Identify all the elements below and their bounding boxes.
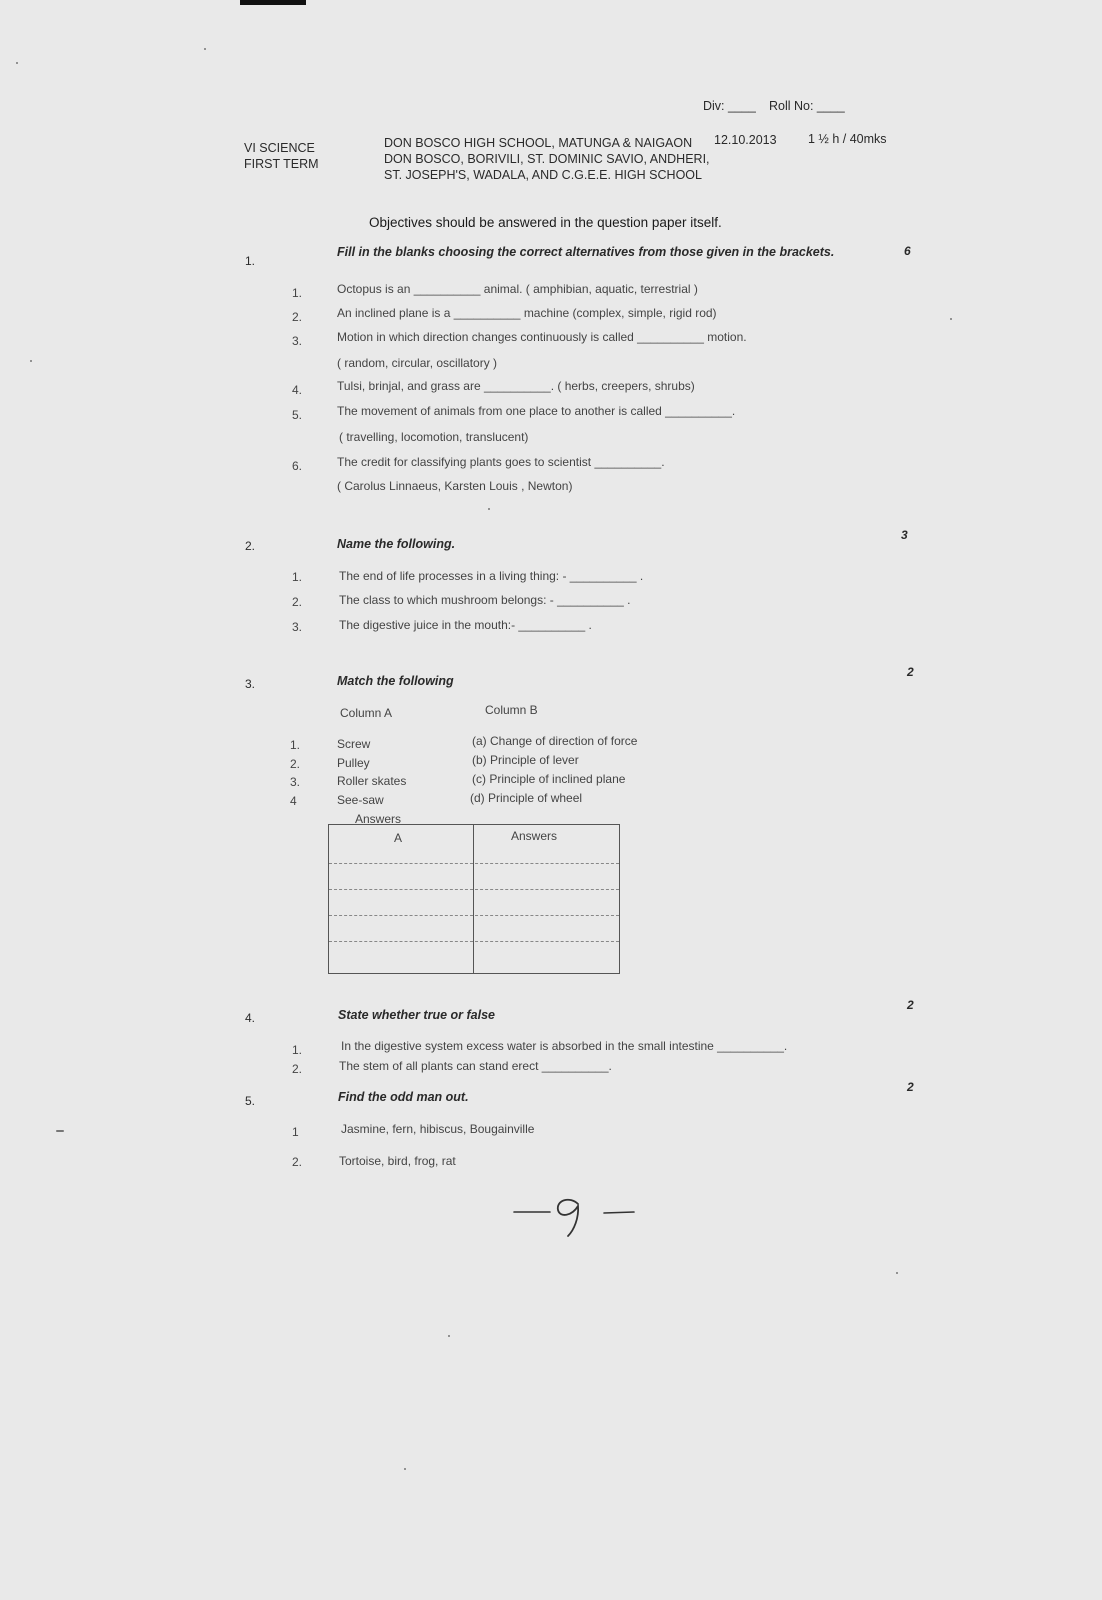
q1-item-text: Motion in which direction changes continuously is called __________ motion. [337, 330, 747, 344]
table-header-answers: Answers [511, 829, 558, 843]
scan-speck [896, 1272, 898, 1274]
q1-item-number: 3. [292, 334, 303, 348]
scan-speck [30, 360, 32, 362]
q1-marks: 6 [904, 244, 911, 258]
q4-item-text: In the digestive system excess water is absorbed in the small intestine __________. [341, 1039, 788, 1053]
q1-item-text: An inclined plane is a __________ machine (complex, simple, rigid rod) [337, 306, 717, 320]
q1-title: Fill in the blanks choosing the correct alternatives from those given in the brackets. [337, 245, 835, 259]
q1-item-number: 2. [292, 310, 303, 324]
q2-item-number: 2. [292, 595, 303, 609]
q2-title: Name the following. [337, 537, 456, 551]
roll-number-field: Roll No: ____ [769, 99, 845, 113]
q2-item-number: 3. [292, 620, 303, 634]
q1-number: 1. [245, 254, 256, 268]
scan-artifact [240, 0, 306, 5]
q4-title: State whether true or false [338, 1008, 495, 1022]
q5-number: 5. [245, 1094, 256, 1108]
q4-marks: 2 [907, 998, 914, 1012]
q1-item-number: 6. [292, 459, 303, 473]
instruction-text: Objectives should be answered in the question paper itself. [369, 215, 722, 230]
q5-item-text: Jasmine, fern, hibiscus, Bougainville [341, 1122, 535, 1136]
scan-speck [404, 1468, 406, 1470]
q5-item-number: 2. [292, 1155, 303, 1169]
column-b-item: (d) Principle of wheel [470, 791, 583, 805]
q3-item-number: 3. [290, 775, 301, 789]
q4-number: 4. [245, 1011, 256, 1025]
q5-item-number: 1 [292, 1125, 299, 1139]
column-b-label: Column B [485, 703, 538, 717]
q1-item-text: The credit for classifying plants goes to scientist __________. [337, 455, 665, 469]
exam-term: FIRST TERM [244, 157, 319, 171]
q1-item-text: Octopus is an __________ animal. ( amphibian, aquatic, terrestrial ) [337, 282, 698, 296]
exam-duration: 1 ½ h / 40mks [808, 132, 887, 146]
column-b-item: (a) Change of direction of force [472, 734, 638, 748]
column-b-item: (c) Principle of inclined plane [472, 772, 626, 786]
answers-label: Answers [355, 812, 402, 826]
scan-speck [950, 318, 952, 320]
q3-item-number: 4 [290, 794, 297, 808]
column-a-item: Roller skates [337, 774, 407, 788]
table-divider [473, 825, 474, 973]
school-name-line-1: DON BOSCO HIGH SCHOOL, MATUNGA & NAIGAON [384, 136, 693, 150]
q1-item-options: ( Carolus Linnaeus, Karsten Louis , Newton) [337, 479, 573, 493]
div-field: Div: ____ [703, 99, 756, 113]
q3-marks: 2 [907, 665, 914, 679]
column-a-item: See-saw [337, 793, 384, 807]
q1-item-options: ( random, circular, oscillatory ) [337, 356, 498, 370]
q4-item-number: 2. [292, 1062, 303, 1076]
q4-item-number: 1. [292, 1043, 303, 1057]
scan-speck [16, 62, 18, 64]
q5-item-text: Tortoise, bird, frog, rat [339, 1154, 456, 1168]
q1-item-text: The movement of animals from one place to another is called __________. [337, 404, 736, 418]
answers-table [328, 824, 620, 974]
answer-row[interactable] [329, 915, 619, 916]
q3-title: Match the following [337, 674, 454, 688]
q1-item-number: 1. [292, 286, 303, 300]
q3-item-number: 2. [290, 757, 301, 771]
answer-row[interactable] [329, 941, 619, 942]
column-a-item: Pulley [337, 756, 370, 770]
q2-number: 2. [245, 539, 256, 553]
scan-speck [204, 48, 206, 50]
q1-item-options: ( travelling, locomotion, translucent) [339, 430, 529, 444]
column-a-label: Column A [340, 706, 393, 720]
exam-date: 12.10.2013 [714, 133, 777, 147]
q1-item-text: Tulsi, brinjal, and grass are __________. ( herbs, creepers, shrubs) [337, 379, 695, 393]
q2-marks: 3 [901, 528, 908, 542]
q5-title: Find the odd man out. [338, 1090, 469, 1104]
school-name-line-3: ST. JOSEPH'S, WADALA, AND C.G.E.E. HIGH SCHOOL [384, 168, 702, 182]
q2-item-text: The end of life processes in a living thing: - __________ . [339, 569, 644, 583]
q4-item-text: The stem of all plants can stand erect __________. [339, 1059, 612, 1073]
q2-item-number: 1. [292, 570, 303, 584]
scan-speck [56, 1130, 64, 1132]
answer-row[interactable] [329, 889, 619, 890]
q1-item-number: 4. [292, 383, 303, 397]
class-name: VI SCIENCE [244, 141, 315, 155]
q1-item-number: 5. [292, 408, 303, 422]
scan-speck [488, 508, 490, 510]
column-a-item: Screw [337, 737, 371, 751]
q5-marks: 2 [907, 1080, 914, 1094]
q2-item-text: The digestive juice in the mouth:- __________ . [339, 618, 592, 632]
school-name-line-2: DON BOSCO, BORIVILI, ST. DOMINIC SAVIO, ANDHERI, [384, 152, 710, 166]
handwritten-page-number [512, 1192, 642, 1247]
column-b-item: (b) Principle of lever [472, 753, 579, 767]
q2-item-text: The class to which mushroom belongs: - __________ . [339, 593, 631, 607]
answer-row[interactable] [329, 863, 619, 864]
q3-number: 3. [245, 677, 256, 691]
scan-speck [448, 1335, 450, 1337]
q3-item-number: 1. [290, 738, 301, 752]
table-header-a: A [394, 831, 403, 845]
